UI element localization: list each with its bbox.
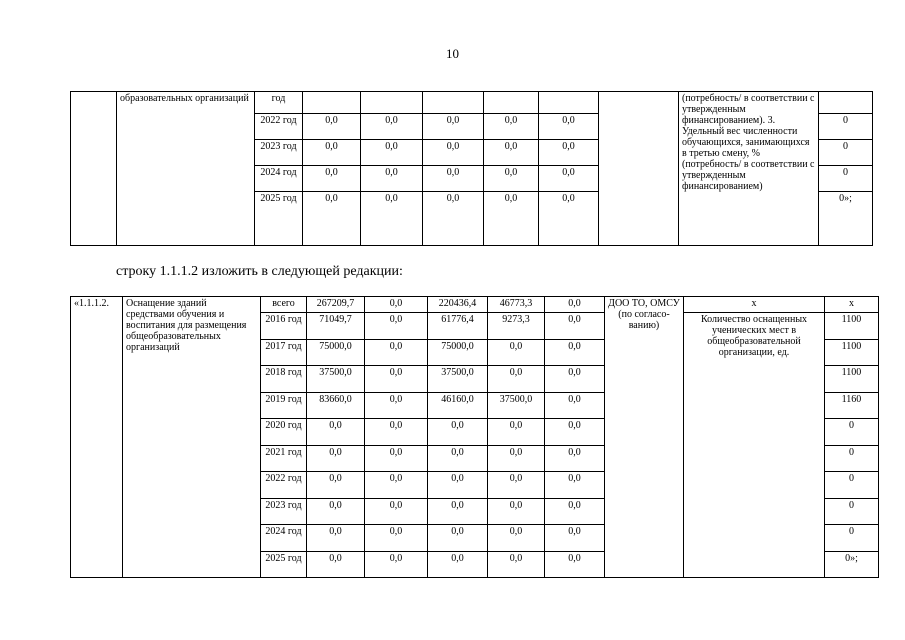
amount-cell: 0,0 — [307, 498, 365, 525]
amount-cell: 0,0 — [488, 498, 545, 525]
amount-cell: 0,0 — [365, 551, 428, 578]
amount-cell: 75000,0 — [307, 339, 365, 366]
indicator-header-cell: х — [684, 297, 825, 313]
amount-cell: 0,0 — [365, 392, 428, 419]
amount-cell: 0,0 — [545, 445, 605, 472]
amount-cell: 0,0 — [365, 313, 428, 340]
amount-cell: 0,0 — [303, 166, 361, 192]
amount-cell: 75000,0 — [428, 339, 488, 366]
page-number: 10 — [446, 46, 459, 61]
row-number-cell — [71, 92, 117, 246]
amount-cell: 0,0 — [365, 445, 428, 472]
amount-cell: 0,0 — [545, 392, 605, 419]
amount-cell: 0,0 — [361, 192, 423, 246]
amount-cell: 0,0 — [361, 114, 423, 140]
amount-cell: 0,0 — [488, 419, 545, 446]
amount-cell: 46773,3 — [488, 297, 545, 313]
amount-cell — [303, 92, 361, 114]
amount-cell: 220436,4 — [428, 297, 488, 313]
amount-cell: 0,0 — [428, 498, 488, 525]
year-cell: 2017 год — [261, 339, 307, 366]
amount-cell: 0,0 — [365, 419, 428, 446]
amount-cell: 0,0 — [545, 498, 605, 525]
amount-cell: 0,0 — [303, 114, 361, 140]
budget-table-continuation — [70, 91, 873, 246]
amount-cell: 0,0 — [307, 472, 365, 499]
amount-cell: 0,0 — [365, 339, 428, 366]
amount-cell: 0,0 — [545, 525, 605, 552]
amount-cell: 0,0 — [365, 525, 428, 552]
amount-cell: 0,0 — [303, 192, 361, 246]
amount-cell: 0,0 — [303, 140, 361, 166]
indicator-cell: Количество оснащенных ученических мест в общеобразовательной организации, ед. — [684, 313, 825, 578]
year-cell: всего — [261, 297, 307, 313]
amount-cell: 0,0 — [545, 339, 605, 366]
amount-cell: 0,0 — [545, 551, 605, 578]
year-cell: 2019 год — [261, 392, 307, 419]
amount-cell: 0,0 — [488, 551, 545, 578]
target-value-cell: 0 — [825, 472, 879, 499]
year-cell: 2022 год — [261, 472, 307, 499]
executor-cell — [599, 92, 679, 246]
amount-cell: 0,0 — [365, 472, 428, 499]
target-value-cell: 0 — [819, 166, 873, 192]
event-name-cell: образовательных организаций — [117, 92, 255, 246]
event-name-cell: Оснащение зданий средствами обучения и воспитания для размещения общеобразовательных организаций — [123, 297, 261, 578]
amount-cell: 0,0 — [539, 114, 599, 140]
amount-cell: 0,0 — [307, 419, 365, 446]
amount-cell: 0,0 — [423, 140, 484, 166]
year-cell: 2023 год — [261, 498, 307, 525]
target-value-cell — [819, 92, 873, 114]
amount-cell: 0,0 — [307, 551, 365, 578]
target-value-cell: 1100 — [825, 339, 879, 366]
amount-cell: 83660,0 — [307, 392, 365, 419]
budget-table-1-1-1-2 — [70, 296, 879, 578]
target-value-cell: 1160 — [825, 392, 879, 419]
amount-cell: 71049,7 — [307, 313, 365, 340]
target-value-cell: 0»; — [819, 192, 873, 246]
target-header-cell: х — [825, 297, 879, 313]
target-value-cell: 0 — [819, 114, 873, 140]
amount-cell: 0,0 — [488, 366, 545, 393]
amount-cell: 0,0 — [423, 114, 484, 140]
table-row — [71, 92, 873, 114]
year-cell: 2024 год — [261, 525, 307, 552]
table-row — [71, 297, 879, 313]
amount-cell — [484, 92, 539, 114]
amount-cell: 0,0 — [539, 192, 599, 246]
year-cell: 2016 год — [261, 313, 307, 340]
amount-cell: 0,0 — [545, 366, 605, 393]
year-cell: 2025 год — [255, 192, 303, 246]
year-cell: 2020 год — [261, 419, 307, 446]
row-number-cell: «1.1.1.2. — [71, 297, 123, 578]
target-value-cell: 1100 — [825, 313, 879, 340]
amount-cell: 0,0 — [361, 140, 423, 166]
amount-cell: 0,0 — [428, 472, 488, 499]
target-value-cell: 0 — [819, 140, 873, 166]
amount-cell — [361, 92, 423, 114]
amount-cell — [539, 92, 599, 114]
amount-cell: 0,0 — [307, 525, 365, 552]
target-value-cell: 0»; — [825, 551, 879, 578]
amount-cell: 0,0 — [545, 313, 605, 340]
year-cell: 2022 год — [255, 114, 303, 140]
target-value-cell: 0 — [825, 419, 879, 446]
target-value-cell: 0 — [825, 445, 879, 472]
amount-cell: 0,0 — [423, 166, 484, 192]
amount-cell: 37500,0 — [488, 392, 545, 419]
amount-cell: 0,0 — [545, 297, 605, 313]
amount-cell: 0,0 — [539, 166, 599, 192]
year-cell: 2018 год — [261, 366, 307, 393]
amount-cell: 0,0 — [423, 192, 484, 246]
amount-cell: 0,0 — [545, 472, 605, 499]
amount-cell: 0,0 — [428, 551, 488, 578]
amount-cell: 0,0 — [365, 297, 428, 313]
year-cell: 2025 год — [261, 551, 307, 578]
amount-cell: 0,0 — [539, 140, 599, 166]
amount-cell: 0,0 — [488, 339, 545, 366]
target-value-cell: 1100 — [825, 366, 879, 393]
amount-cell: 0,0 — [484, 140, 539, 166]
amount-cell: 0,0 — [488, 525, 545, 552]
amount-cell: 0,0 — [484, 166, 539, 192]
amount-cell: 0,0 — [361, 166, 423, 192]
amount-cell: 0,0 — [428, 525, 488, 552]
amount-cell: 0,0 — [307, 445, 365, 472]
amount-cell: 0,0 — [365, 498, 428, 525]
indicator-cell: (потребность/ в соответствии с утвержденным финансированием). 3. Удельный вес численности обучающихся, занимающихся в третью смену, % (потребность/ в соответствии с утвержденным финансированием) — [679, 92, 819, 246]
amount-cell: 37500,0 — [428, 366, 488, 393]
amount-cell: 0,0 — [488, 472, 545, 499]
amount-cell: 9273,3 — [488, 313, 545, 340]
amount-cell: 61776,4 — [428, 313, 488, 340]
year-cell: 2024 год — [255, 166, 303, 192]
amount-cell: 0,0 — [545, 419, 605, 446]
target-value-cell: 0 — [825, 498, 879, 525]
year-cell: 2021 год — [261, 445, 307, 472]
amount-cell: 0,0 — [488, 445, 545, 472]
amount-cell: 0,0 — [484, 114, 539, 140]
year-cell: год — [255, 92, 303, 114]
amount-cell: 0,0 — [428, 419, 488, 446]
amount-cell: 37500,0 — [307, 366, 365, 393]
amount-cell: 267209,7 — [307, 297, 365, 313]
amount-cell: 0,0 — [428, 445, 488, 472]
amendment-caption: строку 1.1.1.2 изложить в следующей редакции: — [116, 264, 403, 279]
amount-cell — [423, 92, 484, 114]
target-value-cell: 0 — [825, 525, 879, 552]
year-cell: 2023 год — [255, 140, 303, 166]
executor-cell: ДОО ТО, ОМСУ (по согласо-ванию) — [605, 297, 684, 578]
amount-cell: 0,0 — [484, 192, 539, 246]
amount-cell: 46160,0 — [428, 392, 488, 419]
amount-cell: 0,0 — [365, 366, 428, 393]
